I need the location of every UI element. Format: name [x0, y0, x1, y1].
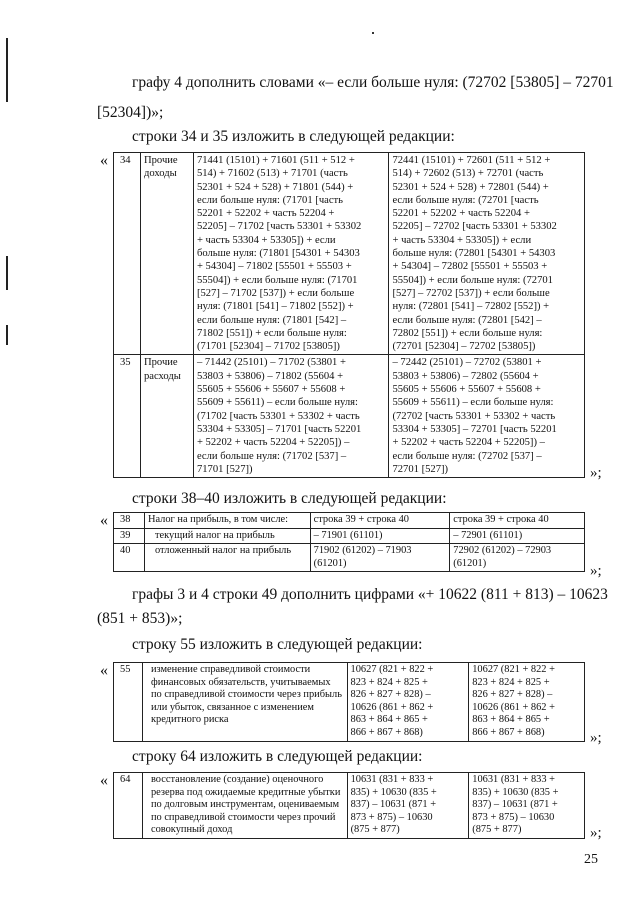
formula-col4: строка 39 + строка 40: [450, 513, 585, 529]
row-number: 55: [114, 663, 143, 742]
row-number: 35: [114, 355, 141, 478]
table-row: [114, 773, 585, 839]
row-name: Прочие доходы: [140, 153, 193, 355]
paragraph-line: [52304])»;: [97, 104, 164, 121]
formula-col4: 72441 (15101) + 72601 (511 + 512 + 514) + 72602 (513) + 72701 (часть 52301 + 524 + 528) + 72801 (544) + если больше нуля: (72701 [часть 52201 + 52202 + часть 52204 + 52205] – 72702 [часть 53301 + 53302 + часть 53304 + 53305]) + если больше нуля: (72801 [54301 + 54303 + 54304] – 72802 [55501 + 55503 + 55504]) + если больше нуля: (72701 [527] – 72702 [537]) + если больше нуля: (72801 [541] – 72802 [552]) + если больше нуля: (72801 [542] – 72802 [551]) + если больше нуля: (72701 [52304] – 72702 [53805]): [389, 153, 585, 355]
paragraph: строку 55 изложить в следующей редакции:: [132, 636, 423, 653]
formula-col3: 71902 (61202) – 71903 (61201): [310, 544, 450, 572]
formula-col4: – 72442 (25101) – 72702 (53801 + 53803 + 53806) – 72802 (55604 + 55605 + 55606 + 55607 + 55608 + 55609 + 55611) – если больше нуля: (72702 [часть 53301 + 53302 + часть 53304 + 53305] – 72701 [часть 52201 + 52202 + часть 52204 + 52205]) – если больше нуля: (72702 [537] – 72701 [527]): [389, 355, 585, 478]
open-quote: «: [100, 662, 108, 679]
paragraph-line: (851 + 853)»;: [97, 610, 183, 627]
table-row: [114, 528, 585, 544]
formula-col4: 10631 (831 + 833 + 835) + 10630 (835 + 837) – 10631 (871 + 873 + 875) – 10630 (875 + 877): [469, 773, 585, 839]
formula-col3: 10627 (821 + 822 + 823 + 824 + 825 + 826 + 827 + 828) – 10626 (861 + 862 + 863 + 864 + 865 + 866 + 867 + 868): [347, 663, 469, 742]
close-quote: »;: [590, 563, 602, 579]
close-quote: »;: [590, 825, 602, 841]
table-rows-38-40: [113, 512, 585, 572]
paragraph: строки 38–40 изложить в следующей редакции:: [132, 490, 447, 507]
paragraph: строку 64 изложить в следующей редакции:: [132, 748, 423, 765]
open-quote: «: [100, 772, 108, 789]
close-quote: »;: [590, 465, 602, 481]
margin-bar: [6, 38, 8, 102]
row-name: восстановление (создание) оценочного резерва под ожидаемые кредитные убытки по долговым инструментам, оцениваемым по справедливой стоимости через прочий совокупный доход: [142, 773, 347, 839]
paragraph-line: графы 3 и 4 строки 49 дополнить цифрами «+ 10622 (811 + 813) – 10623: [132, 586, 608, 603]
page-number: 25: [584, 852, 598, 867]
row-name: отложенный налог на прибыль: [144, 544, 310, 572]
margin-bar: [6, 325, 8, 345]
paragraph: строки 34 и 35 изложить в следующей редакции:: [132, 128, 455, 145]
table-row: [114, 513, 585, 529]
row-number: 39: [114, 528, 145, 544]
formula-col3: строка 39 + строка 40: [310, 513, 450, 529]
formula-col3: 10631 (831 + 833 + 835) + 10630 (835 + 837) – 10631 (871 + 873 + 875) – 10630 (875 + 877): [347, 773, 469, 839]
row-name: текущий налог на прибыль: [144, 528, 310, 544]
formula-col3: 71441 (15101) + 71601 (511 + 512 + 514) + 71602 (513) + 71701 (часть 52301 + 524 + 528) + 71801 (544) + если больше нуля: (71701 [часть 52201 + 52202 + часть 52204 + 52205] – 71702 [часть 53301 + 53302 + часть 53304 + 53305]) + если больше нуля: (71801 [54301 + 54303 + 54304] – 71802 [55501 + 55503 + 55504]) + если больше нуля: (71701 [527] – 71702 [537]) + если больше нуля: (71801 [541] – 71802 [552]) + если больше нуля: (71801 [542] – 71802 [551]) + если больше нуля: (71701 [52304] – 71702 [53805]): [193, 153, 389, 355]
close-quote: »;: [590, 730, 602, 746]
formula-col4: 72902 (61202) – 72903 (61201): [450, 544, 585, 572]
formula-col4: 10627 (821 + 822 + 823 + 824 + 825 + 826 + 827 + 828) – 10626 (861 + 862 + 863 + 864 + 865 + 866 + 867 + 868): [469, 663, 585, 742]
table-row-55: [113, 662, 585, 742]
margin-bar: [6, 256, 8, 290]
table-row: [114, 663, 585, 742]
row-number: 38: [114, 513, 145, 529]
table-row-64: [113, 772, 585, 839]
row-name: Налог на прибыль, в том числе:: [144, 513, 310, 529]
table-row: [114, 153, 585, 355]
open-quote: «: [100, 152, 108, 169]
row-name: Прочие расходы: [140, 355, 193, 478]
formula-col4: – 72901 (61101): [450, 528, 585, 544]
formula-col3: – 71442 (25101) – 71702 (53801 + 53803 + 53806) – 71802 (55604 + 55605 + 55606 + 55607 + 55608 + 55609 + 55611) – если больше нуля: (71702 [часть 53301 + 53302 + часть 53304 + 53305] – 71701 [часть 52201 + 52202 + часть 52204 + 52205]) – если больше нуля: (71702 [537] – 71701 [527]): [193, 355, 389, 478]
table-row: [114, 355, 585, 478]
speck: [372, 32, 374, 34]
paragraph-line: графу 4 дополнить словами «– если больше нуля: (72702 [53805] – 72701: [132, 74, 614, 91]
table-row: [114, 544, 585, 572]
row-number: 64: [114, 773, 143, 839]
open-quote: «: [100, 512, 108, 529]
table-rows-34-35: [113, 152, 585, 478]
formula-col3: – 71901 (61101): [310, 528, 450, 544]
row-number: 34: [114, 153, 141, 355]
row-number: 40: [114, 544, 145, 572]
row-name: изменение справедливой стоимости финансовых обязательств, учитываемых по справедливой стоимости через прибыль или убыток, связанное с изменением кредитного риска: [142, 663, 347, 742]
